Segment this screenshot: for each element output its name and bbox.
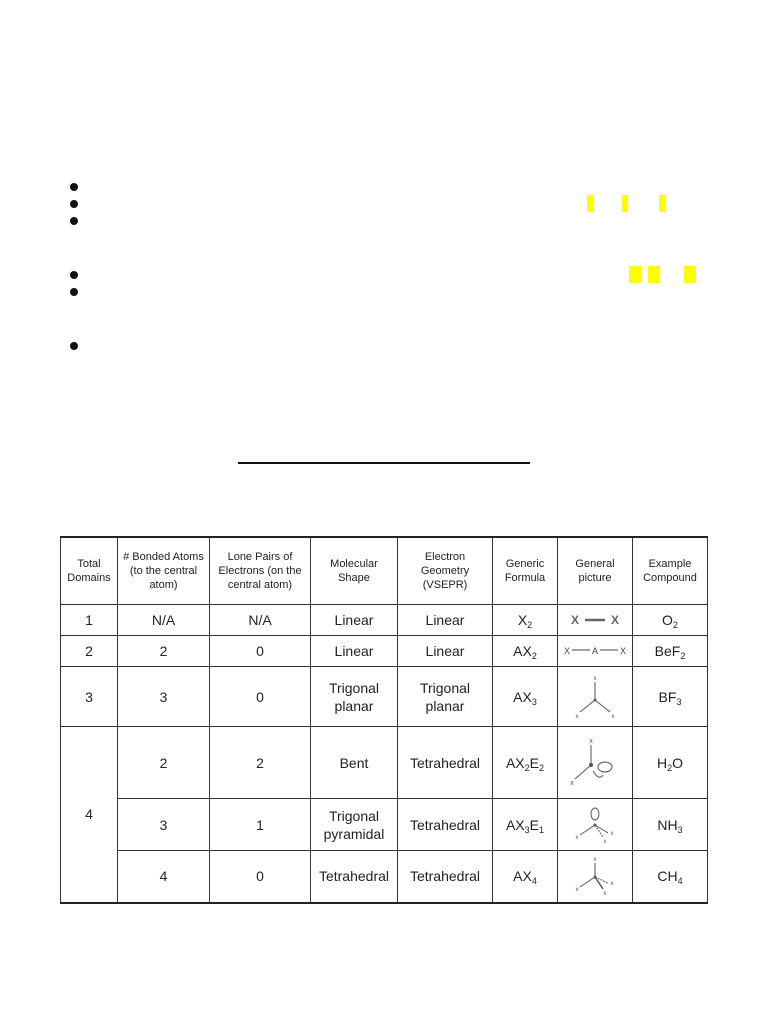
svg-text:x: x xyxy=(610,881,614,888)
lone-pairs-cell: 0 xyxy=(210,636,311,667)
header-bonded-atoms: # Bonded Atoms (to the central atom) xyxy=(118,537,210,605)
general-picture-cell xyxy=(558,851,633,903)
generic-formula-cell: $AX_2E_2$ xyxy=(493,727,558,799)
general-picture-cell xyxy=(558,727,633,799)
table-row xyxy=(61,799,708,851)
molecular-shape-cell: Linear xyxy=(311,605,398,636)
highlight-mark xyxy=(684,266,696,283)
svg-text:x: x xyxy=(603,838,607,845)
electron-geometry-cell: Tetrahedral xyxy=(398,799,493,851)
header-electron-geometry: Electron Geometry (VSEPR) xyxy=(398,537,493,605)
svg-text:x: x xyxy=(575,887,579,894)
general-picture-cell xyxy=(558,667,633,727)
bonded-atoms-cell: 3 xyxy=(118,799,210,851)
generic-formula-cell: $X_2$ xyxy=(493,605,558,636)
svg-text:X: X xyxy=(563,646,571,656)
electron-geometry-cell: Linear xyxy=(398,605,493,636)
generic-formula-cell: $AX_3E_1$ xyxy=(493,799,558,851)
example-compound-cell: $CH_4$ xyxy=(633,851,708,903)
table-row xyxy=(61,636,708,667)
generic-formula-cell: $AX_2$ xyxy=(493,636,558,667)
tetrahedral-picture xyxy=(570,855,620,897)
trigonal-planar-picture xyxy=(570,672,620,722)
lone-pairs-cell: N/A xyxy=(210,605,311,636)
svg-text:X: X xyxy=(610,613,620,627)
molecular-shape-cell: Tetrahedral xyxy=(311,851,398,903)
bonded-atoms-cell: 2 xyxy=(118,636,210,667)
lone-pairs-cell: 0 xyxy=(210,667,311,727)
generic-formula-cell: $AX_3$ xyxy=(493,667,558,727)
example-compound-cell: $BF_3$ xyxy=(633,667,708,727)
bent-molecule-picture xyxy=(567,735,623,791)
general-picture-cell xyxy=(558,799,633,851)
bonded-atoms-cell: 4 xyxy=(118,851,210,903)
molecular-shape-cell: Linear xyxy=(311,636,398,667)
electron-geometry-cell: Tetrahedral xyxy=(398,851,493,903)
table-row xyxy=(61,605,708,636)
svg-text:x: x xyxy=(575,713,579,720)
vsepr-table xyxy=(60,536,708,904)
bullet-1 xyxy=(70,183,78,191)
electron-geometry-cell: Tetrahedral xyxy=(398,727,493,799)
bullet-5 xyxy=(70,288,78,296)
lone-pairs-cell: 2 xyxy=(210,727,311,799)
header-total-domains: Total Domains xyxy=(61,537,118,605)
bonded-atoms-cell: N/A xyxy=(118,605,210,636)
example-compound-cell: $O_2$ xyxy=(633,605,708,636)
lone-pairs-cell: 0 xyxy=(210,851,311,903)
electron-geometry-cell: Linear xyxy=(398,636,493,667)
svg-text:x: x xyxy=(603,891,607,898)
highlight-mark xyxy=(622,195,628,212)
total-domains-cell: 2 xyxy=(61,636,118,667)
total-domains-cell: 3 xyxy=(61,667,118,727)
bullet-6 xyxy=(70,342,78,350)
svg-text:x: x xyxy=(593,675,597,682)
svg-text:X: X xyxy=(619,646,627,656)
svg-text:x: x xyxy=(575,834,579,841)
total-domains-cell: 1 xyxy=(61,605,118,636)
example-compound-cell: $NH_3$ xyxy=(633,799,708,851)
general-picture-cell xyxy=(558,636,633,667)
bonded-atoms-cell: 2 xyxy=(118,727,210,799)
header-lone-pairs: Lone Pairs of Electrons (on the central atom) xyxy=(210,537,311,605)
header-generic-formula: Generic Formula xyxy=(493,537,558,605)
svg-text:x: x xyxy=(589,737,593,745)
general-picture-cell xyxy=(558,605,633,636)
svg-text:X: X xyxy=(570,613,580,627)
header-general-picture: General picture xyxy=(558,537,633,605)
molecular-shape-cell: Trigonal planar xyxy=(311,667,398,727)
example-compound-cell: BeF$_2$ xyxy=(633,636,708,667)
table-row xyxy=(61,667,708,727)
generic-formula-cell: $AX_4$ xyxy=(493,851,558,903)
highlight-mark xyxy=(659,195,665,212)
bullet-2 xyxy=(70,200,78,208)
lone-pairs-cell: 1 xyxy=(210,799,311,851)
highlight-mark xyxy=(629,266,641,283)
svg-text:x: x xyxy=(593,857,597,864)
header-molecular-shape: Molecular Shape xyxy=(311,537,398,605)
bonded-atoms-cell: 3 xyxy=(118,667,210,727)
svg-text:x: x xyxy=(611,713,615,720)
total-domains-cell: 4 xyxy=(61,727,118,903)
svg-text:x: x xyxy=(610,830,614,837)
molecular-shape-cell: Trigonal pyramidal xyxy=(311,799,398,851)
highlight-mark xyxy=(648,266,660,283)
example-compound-cell: $H_2O$ xyxy=(633,727,708,799)
header-example-compound: Example Compound xyxy=(633,537,708,605)
table-header-row xyxy=(61,537,708,605)
diatomic-molecule-picture xyxy=(565,612,625,628)
molecular-shape-cell: Bent xyxy=(311,727,398,799)
electron-geometry-cell: Trigonal planar xyxy=(398,667,493,727)
table-row xyxy=(61,851,708,903)
bullet-3 xyxy=(70,217,78,225)
svg-text:x: x xyxy=(570,779,574,787)
trigonal-pyramidal-picture xyxy=(570,805,620,845)
svg-text:A: A xyxy=(591,646,599,656)
bullet-4 xyxy=(70,271,78,279)
table-row xyxy=(61,727,708,799)
linear-molecule-picture xyxy=(562,644,628,658)
highlight-mark xyxy=(587,195,593,212)
title-underline xyxy=(238,462,530,464)
